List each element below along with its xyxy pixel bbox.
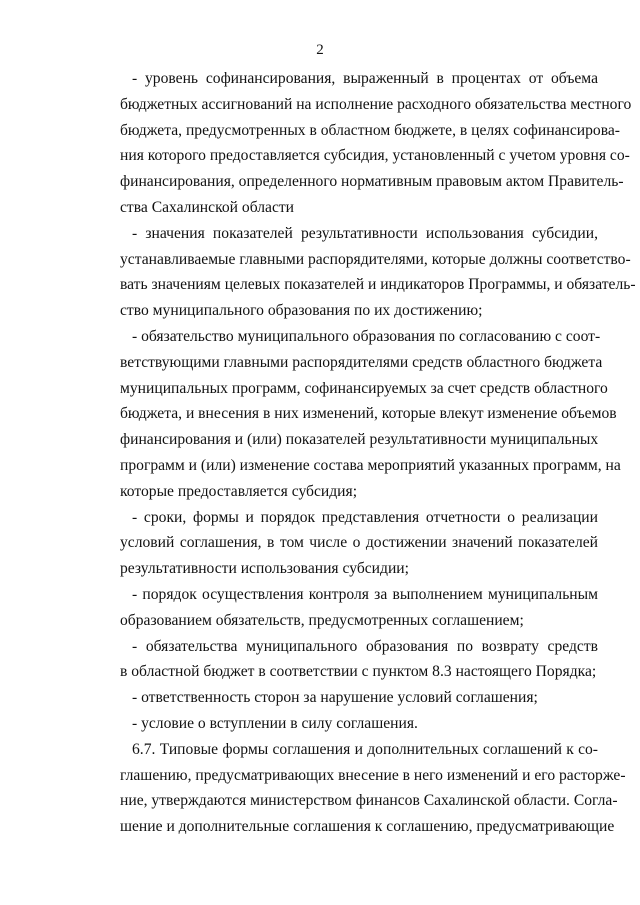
text-line: в областной бюджет в соответствии с пунктом 8.3 настоящего Порядка; [120, 663, 597, 681]
text-line: - обязательство муниципального образования по согласованию с соот- [132, 327, 601, 345]
text-line: образованием обязательств, предусмотренных соглашением; [120, 611, 524, 629]
page-number: 2 [316, 42, 324, 58]
text-line: ства Сахалинской области [120, 198, 295, 216]
text-line: - сроки, формы и порядок представления отчетности о реализации [132, 508, 598, 526]
text-line: ния которого предоставляется субсидия, установленный с учетом уровня со- [120, 147, 630, 165]
text-line: ветствующими главными распорядителями средств областного бюджета [120, 353, 603, 371]
text-line: которые предоставляется субсидия; [120, 482, 358, 500]
text-line: программ и (или) изменение состава мероприятий указанных программ, на [120, 456, 621, 474]
text-line: условий соглашения, в том числе о достижении значений показателей [120, 534, 598, 552]
text-line: 6.7. Типовые формы соглашения и дополнительных соглашений к со- [132, 740, 598, 758]
text-line: - значения показателей результативности использования субсидии, [132, 224, 598, 242]
text-line: шение и дополнительные соглашения к соглашению, предусматривающие [120, 818, 615, 836]
text-line: муниципальных программ, софинансируемых за счет средств областного [120, 379, 608, 397]
text-line: бюджета, предусмотренных в областном бюджете, в целях софинансирова- [120, 121, 620, 139]
text-line: бюджета, и внесения в них изменений, которые влекут изменение объемов [120, 405, 617, 423]
text-line: устанавливаемые главными распорядителями, которые должны соответство- [120, 250, 631, 268]
text-line: ние, утверждаются министерством финансов Сахалинской области. Согла- [120, 792, 618, 810]
document-body [120, 66, 636, 840]
text-line: финансирования и (или) показателей результативности муниципальных [120, 431, 599, 449]
text-line: ство муниципального образования по их достижению; [120, 302, 483, 320]
text-line: - порядок осуществления контроля за выполнением муниципальным [132, 585, 598, 603]
text-line: финансирования, определенного нормативным правовым актом Правитель- [120, 173, 624, 191]
text-line: - обязательства муниципального образования по возврату средств [132, 637, 598, 655]
text-line: вать значениям целевых показателей и индикаторов Программы, и обязатель- [120, 276, 636, 294]
text-line: бюджетных ассигнований на исполнение расходного обязательства местного [120, 95, 632, 113]
text-line: - условие о вступлении в силу соглашения. [132, 714, 418, 732]
text-line: - уровень софинансирования, выраженный в процентах от объема [132, 70, 598, 87]
text-line: результативности использования субсидии; [120, 560, 409, 578]
text-line: глашению, предусматривающих внесение в него изменений и его расторже- [120, 766, 626, 784]
text-line: - ответственность сторон за нарушение условий соглашения; [132, 689, 538, 707]
